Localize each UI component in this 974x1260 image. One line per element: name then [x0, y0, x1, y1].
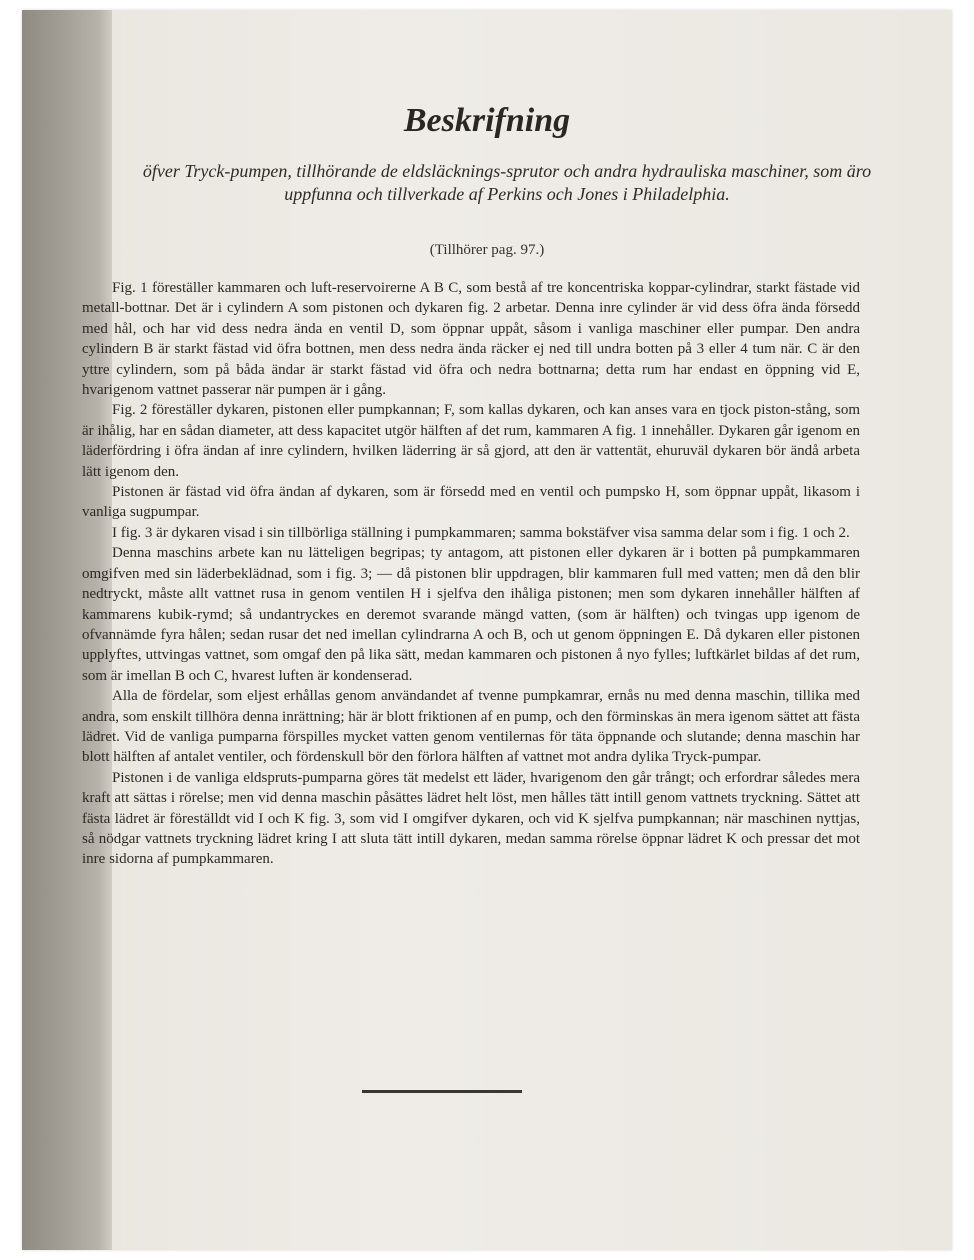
body-text — [82, 278, 860, 870]
page-reference: (Tillhörer pag. 97.) — [429, 242, 545, 258]
paragraph: Alla de fördelar, som eljest erhållas genom användandet af tvenne pumpkamrar, ernås nu med denna maschin, tillika med andra, som enskilt tillhöra denna inrättning; här är blott friktionen af en pump, och den förminskas än mera igenom sättet att fästa lädret. Vid de vanliga pumparna förspilles mycket vatten genom ventilernas för täta öppnande och slutande; denna maschin har blott hälften af antalet ventiler, och fördenskull bör den förlora hälften af vattnet mot andra dylika Tryck-pumpar. — [82, 688, 860, 766]
paragraph: I fig. 3 är dykaren visad i sin tillbörliga ställning i pumpkammaren; samma bokstäfver visa samma delar som i fig. 1 och 2. — [112, 524, 850, 541]
paragraph: Fig. 1 föreställer kammaren och luft-reservoirerne A B C, som bestå af tre koncentriska koppar-cylindrar, starkt fästade vid metall-bottnar. Det är i cylindern A som pistonen och dykaren fig. 2 arbetar. Denna inre cylinder är vid dess öfra ända försedd med hål, och har vid dess nedra ända en ventil D, som öppnar uppåt, såsom i vanliga maschiner eller pumpar. Den andra cylindern B är starkt fästad vid öfra bottnen, men dess nedra ända räcker ej ned till undra botten på 3 eller 4 tum när. C är den yttre cylindern, som på båda ändar är starkt fästad vid öfra och nedra bottnarna; detta rum har endast en öppning vid E, hvarigenom vattnet passerar när pumpen är i gång. — [82, 280, 860, 399]
document-title: Beskrifning — [403, 102, 571, 139]
paragraph: Pistonen är fästad vid öfra ändan af dykaren, som är försedd med en ventil och pumpsko H, som öppnar uppåt, likasom i vanliga sugpumpar. — [82, 484, 860, 521]
document-subtitle: öfver Tryck-pumpen, tillhörande de eldsläcknings-sprutor och andra hydrauliska maschiner, som äro uppfunna och tillverkade af Perkins och Jones i Philadelphia. — [142, 161, 872, 204]
closing-rule — [362, 1090, 522, 1093]
paragraph: Pistonen i de vanliga eldspruts-pumparna göres tät medelst ett läder, hvarigenom den går trångt; och erfordrar således mera kraft att sättas i rörelse; men vid denna maschin påsättes lädret helt löst, men hålles tätt intill genom vattnets tryckning. Sättet att fästa lädret är föreställdt vid I och K fig. 3, som vid I omgifver dykaren, och vid K sjelfva pumpkannan; när maschinen nyttjas, så nödgar vattnets tryckning lädret kring I att sluta tätt intill dykaren, medan samma rörelse öppnar lädret K och pressar det mot inre sidorna af pumpkammaren. — [82, 769, 860, 868]
paragraph: Fig. 2 föreställer dykaren, pistonen eller pumpkannan; F, som kallas dykaren, och kan anses vara en tjock piston-stång, som är ihålig, har en sådan diameter, att dess kapacitet utgör hälften af det rum, kammaren A fig. 1 innehåller. Dykaren går igenom en läderfördring i öfra ändan af inre cylindern, hvilken läderring är så gjord, att den är vattentät, ehuruväl dykaren bör ändå arbeta lätt igenom den. — [82, 402, 860, 480]
document-page — [22, 10, 952, 1250]
paragraph: Denna maschins arbete kan nu lätteligen begripas; ty antagom, att pistonen eller dykaren är i botten på pumpkammaren omgifven med sin läderbeklädnad, som i fig. 3; — då pistonen blir uppdragen, blir kammaren full med vatten; men då den blir nedtryckt, måste allt vattnet rusa in genom ventilen H i sjelfva den ihåliga pistonen; men som dykaren innehåller hälften af kammarens kubik-rymd; så undantryckes en deremot svarande mängd vatten, (som är hälften) och tvingas upp igenom de ofvannämde fyra hålen; sedan rusar det ned imellan cylindrarna A och B, och ut genom öppningen E. Då dykaren eller pistonen upplyftes, uttvingas vattnet, som omgaf den på lika sätt, medan kammaren och pistonen å nyo fylles; luftkärlet bildas af det rum, som är imellan B och C, hvarest luften är kondenserad. — [82, 545, 860, 684]
